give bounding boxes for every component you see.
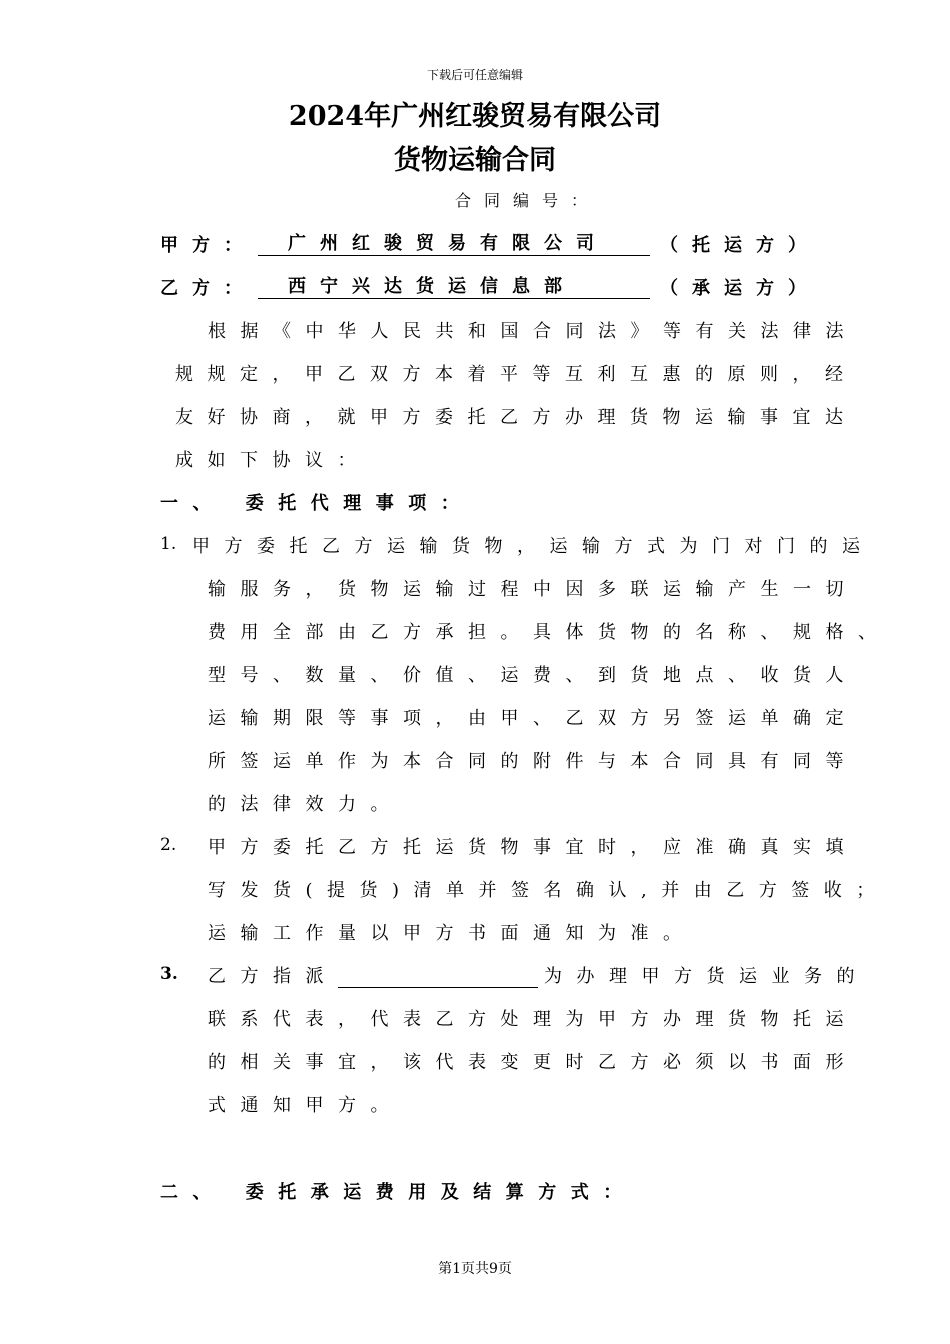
representative-blank-line — [338, 969, 538, 988]
item-1-number: 1. — [160, 534, 177, 554]
contract-number-label: 合同编号： — [455, 191, 601, 210]
party-a-role: （托运方） — [660, 235, 820, 256]
party-b-label: 乙方： — [160, 278, 256, 299]
item-1-line: 甲方委托乙方运输货物，运输方式为门对门的运 — [192, 536, 875, 557]
item-3-line: 式通知甲方。 — [208, 1095, 403, 1116]
party-b-role: （承运方） — [660, 278, 820, 299]
item-2-number: 2. — [160, 835, 177, 855]
item-1-line: 型号、数量、价值、运费、到货地点、收货人 — [208, 665, 858, 686]
item-3-line: 联系代表，代表乙方处理为甲方办理货物托运 — [208, 1009, 858, 1030]
title-line-2: 货物运输合同 — [394, 145, 556, 176]
title-line-1: 2024年广州红骏贸易有限公司 — [288, 101, 662, 132]
intro-line: 规规定，甲乙双方本着平等互利互惠的原则，经 — [175, 364, 858, 385]
item-3-first-line — [208, 962, 869, 988]
intro-line: 根据《中华人民共和国合同法》等有关法律法 — [208, 321, 858, 342]
item-2-line: 写发货(提货)清单并签名确认,并由乙方签收； — [208, 880, 889, 901]
item-3-suffix: 为办理甲方货运业务的 — [544, 966, 869, 987]
item-3-prefix: 乙方指派 — [208, 966, 338, 987]
item-2-line: 运输工作量以甲方书面通知为准。 — [208, 923, 696, 944]
party-a-label: 甲方： — [160, 235, 256, 256]
item-3-number: 3. — [160, 964, 178, 984]
party-b-name: 西宁兴达货运信息部 — [258, 272, 650, 299]
section-2-title: 二、 委托承运费用及结算方式： — [160, 1182, 636, 1203]
intro-line: 友好协商，就甲方委托乙方办理货物运输事宜达 — [175, 407, 858, 428]
item-1-line: 的法律效力。 — [208, 794, 403, 815]
item-1-line: 费用全部由乙方承担。具体货物的名称、规格、 — [208, 622, 891, 643]
item-1-line: 运输期限等事项，由甲、乙双方另签运单确定 — [208, 708, 858, 729]
header-note: 下载后可任意编辑 — [426, 68, 523, 82]
item-1-line: 所签运单作为本合同的附件与本合同具有同等 — [208, 751, 858, 772]
section-1-title: 一、 委托代理事项： — [160, 493, 474, 514]
page-footer: 第1页共9页 — [438, 1261, 512, 1277]
item-3-line: 的相关事宜，该代表变更时乙方必须以书面形 — [208, 1052, 858, 1073]
intro-line: 成如下协议： — [175, 450, 370, 471]
item-1-line: 输服务，货物运输过程中因多联运输产生一切 — [208, 579, 858, 600]
party-a-name: 广州红骏贸易有限公司 — [258, 229, 650, 256]
item-2-line: 甲方委托乙方托运货物事宜时，应准确真实填 — [208, 837, 858, 858]
